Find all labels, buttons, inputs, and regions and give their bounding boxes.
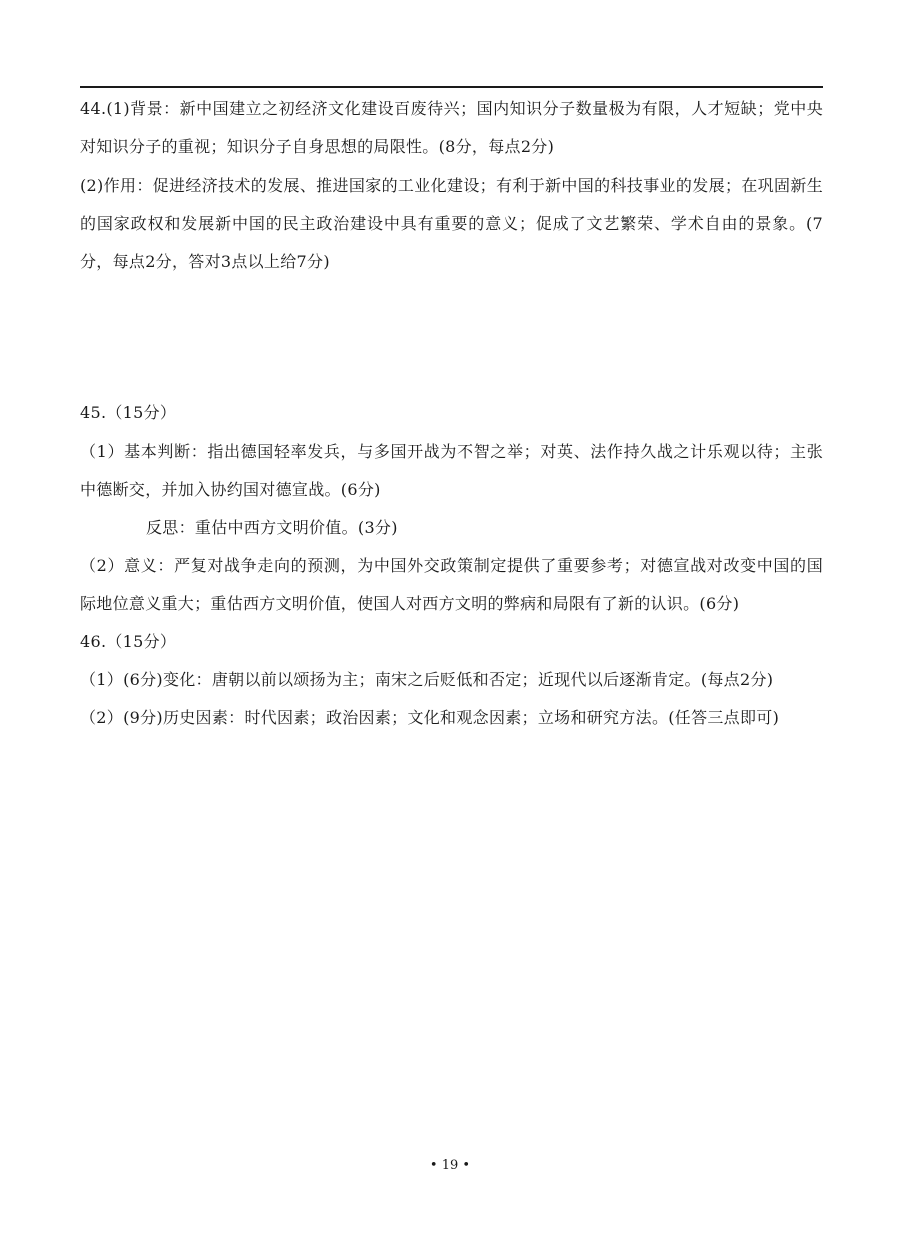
q45-part1-reflection: 反思：重估中西方文明价值。(3分) <box>146 518 398 537</box>
q46-part2: （2）(9分)历史因素：时代因素；政治因素；文化和观念因素；立场和研究方法。(任答三点即可) <box>80 708 780 727</box>
q44-part1: 44.(1)背景：新中国建立之初经济文化建设百废待兴；国内知识分子数量极为有限，人才短缺；党中央对知识分子的重视；知识分子自身思想的局限性。(8分，每点2分) <box>80 99 823 156</box>
header-rule <box>80 86 823 88</box>
page-number: • 19 • <box>429 1158 471 1173</box>
q46-heading: 46.（15分） <box>80 632 177 651</box>
q45-heading: 45.（15分） <box>80 403 177 422</box>
q45-part1: （1）基本判断：指出德国轻率发兵，与多国开战为不智之举；对英、法作持久战之计乐观以待；主张中德断交，并加入协约国对德宣战。(6分) <box>80 442 823 499</box>
q44-part2: (2)作用：促进经济技术的发展、推进国家的工业化建设；有利于新中国的科技事业的发展；在巩固新生的国家政权和发展新中国的民主政治建设中具有重要的意义；促成了文艺繁荣、学术自由的景象。(7分，每点2分，答对3点以上给7分) <box>80 176 823 271</box>
q46-part1: （1）(6分)变化：唐朝以前以颂扬为主；南宋之后贬低和否定；近现代以后逐渐肯定。(每点2分) <box>80 670 774 689</box>
q45-part2: （2）意义：严复对战争走向的预测，为中国外交政策制定提供了重要参考；对德宣战对改变中国的国际地位意义重大；重估西方文明价值，使国人对西方文明的弊病和局限有了新的认识。(6分) <box>80 556 823 613</box>
